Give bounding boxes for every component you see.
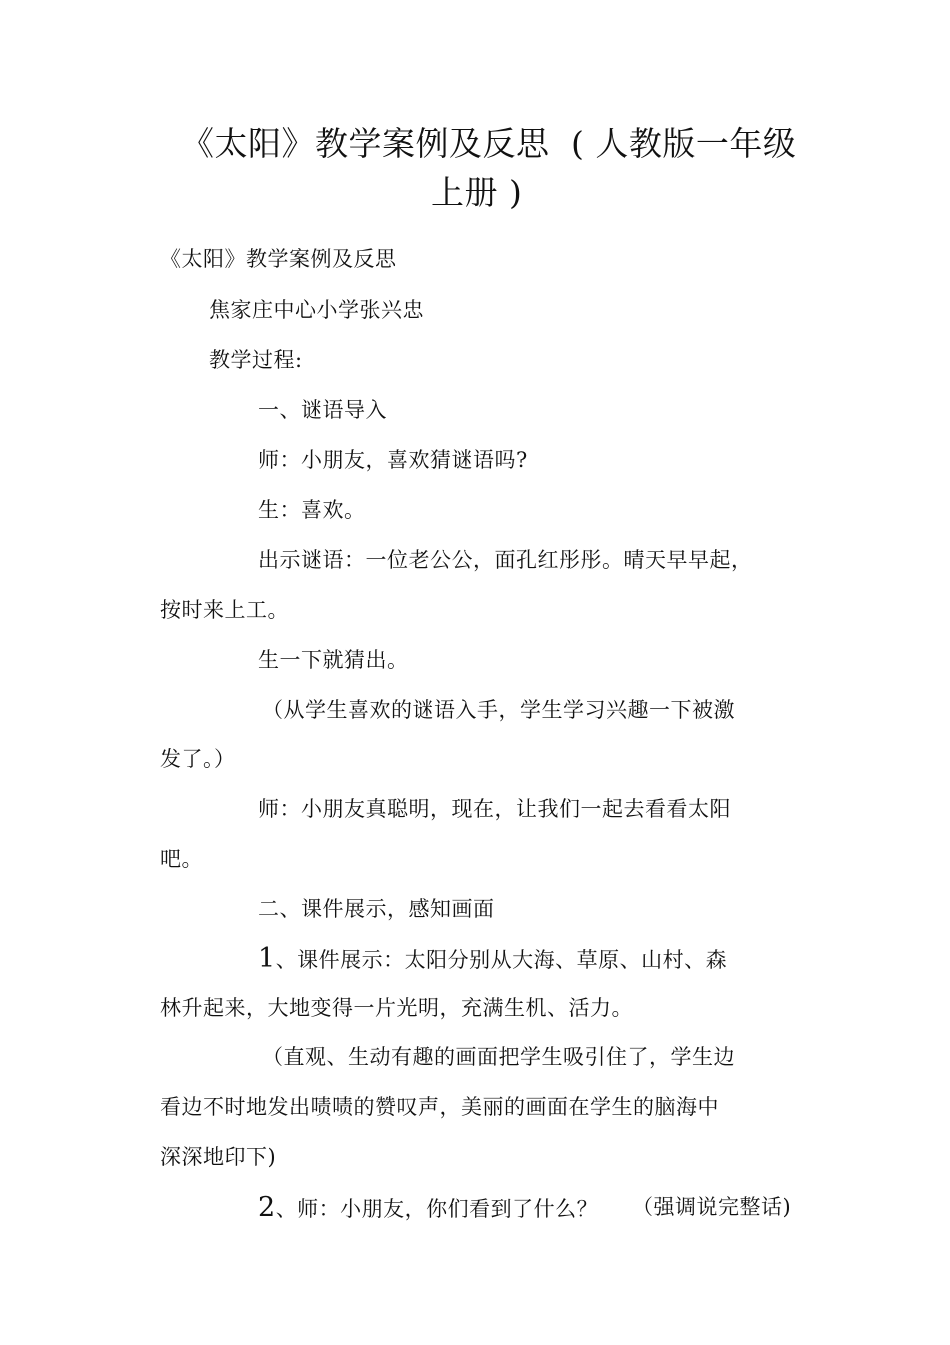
document-title-paren (571, 124, 797, 163)
item1-number: 1 (258, 943, 276, 974)
reflection-note-2-line-3: 深深地印下) (160, 1145, 277, 1169)
reflection-note-2-line-1: （直观、生动有趣的画面把学生吸引住了，学生边 (262, 1045, 735, 1069)
reflection-note-2-line-2: 看边不时地发出啧啧的赞叹声，美丽的画面在学生的脑海中 (160, 1095, 719, 1119)
item1-line-1 (258, 945, 727, 972)
document-title-line2 (431, 173, 523, 212)
document-title-line1 (181, 124, 550, 163)
section1-heading: 一、谜语导入 (258, 398, 387, 422)
reflection-note-1-line-2: 发了。） (160, 747, 236, 771)
student-guess: 生一下就猜出。 (258, 648, 409, 672)
teacher-line-2: 吧。 (160, 847, 203, 871)
item2-text: 、师：小朋友，你们看到了什么？ (275, 1197, 599, 1221)
riddle-line-1: 出示谜语：一位老公公，面孔红彤彤。晴天早早起， (258, 548, 753, 572)
title-edition: ( 人教版一年级 (571, 124, 797, 163)
riddle-line-2: 按时来上工。 (160, 598, 289, 622)
item1-line-2: 林升起来，大地变得一片光明，充满生机、活力。 (160, 996, 633, 1020)
student-answer: 生：喜欢。 (258, 498, 366, 522)
title-main: 《太阳》教学案例及反思 (181, 124, 550, 163)
section2-heading: 二、课件展示，感知画面 (258, 897, 495, 921)
item1-text: 、课件展示：太阳分别从大海、草原、山村、森 (275, 948, 728, 972)
title-volume: 上册 ) (431, 173, 523, 212)
document-subtitle: 《太阳》教学案例及反思 (160, 247, 397, 271)
item2-line (258, 1194, 598, 1221)
process-heading: 教学过程: (209, 348, 303, 372)
teacher-line-1: 师：小朋友真聪明，现在，让我们一起去看看太阳 (258, 797, 731, 821)
item2-number: 2 (258, 1192, 276, 1223)
item2-note: （强调说完整话) (632, 1195, 792, 1219)
author-line: 焦家庄中心小学张兴忠 (209, 298, 424, 322)
reflection-note-1-line-1: （从学生喜欢的谜语入手，学生学习兴趣一下被激 (262, 698, 735, 722)
teacher-question: 师：小朋友，喜欢猜谜语吗? (258, 448, 528, 472)
